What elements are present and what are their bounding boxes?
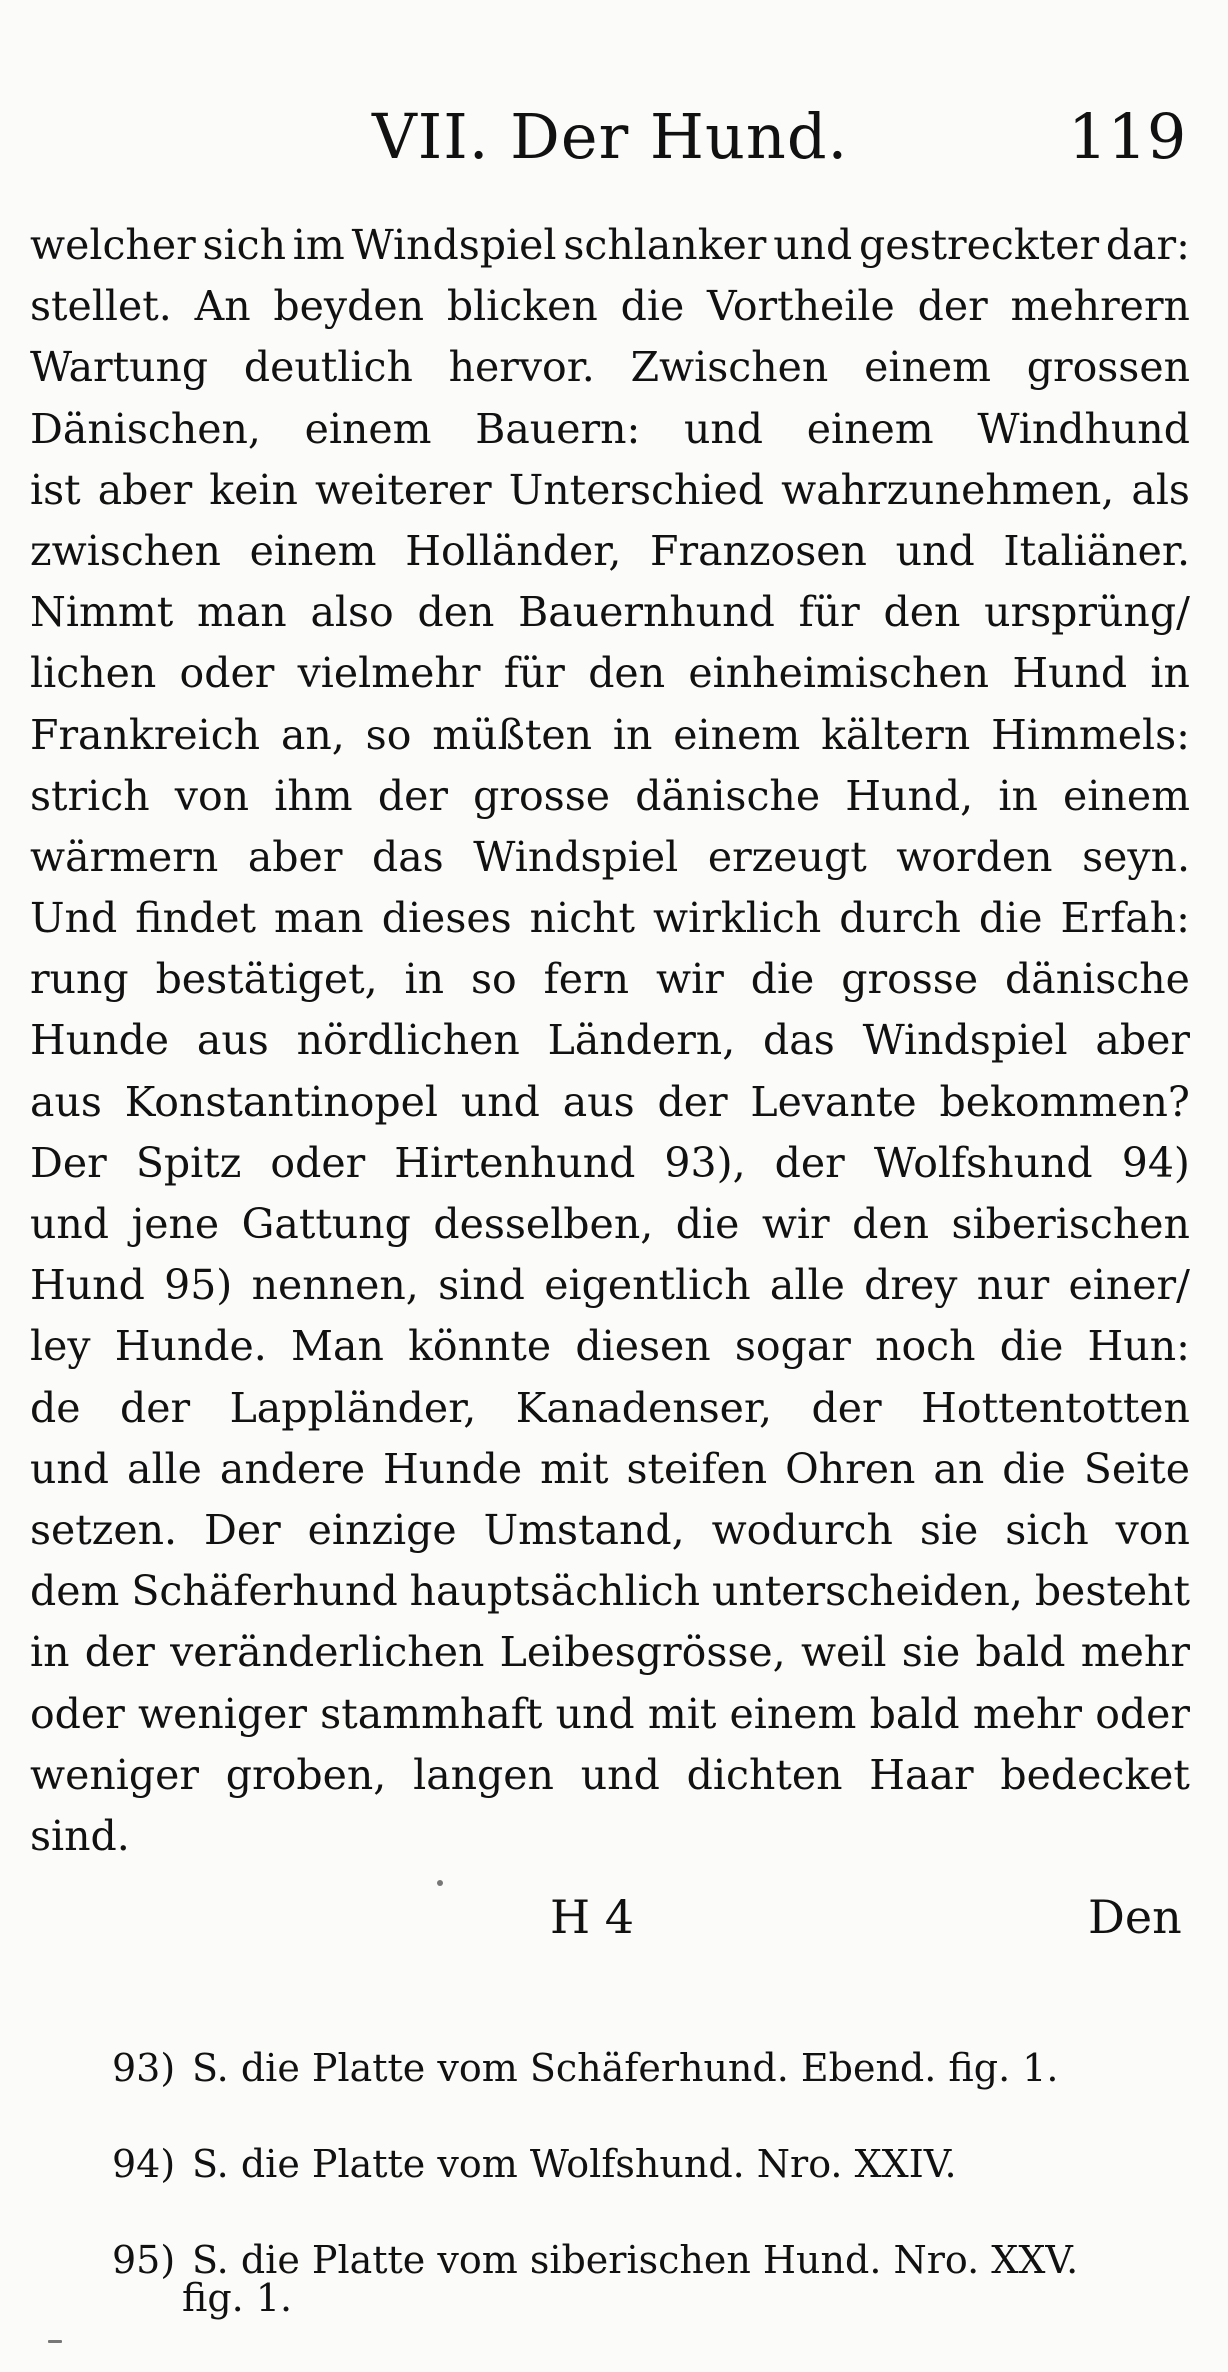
word: an xyxy=(933,1444,985,1493)
text-line xyxy=(30,460,1190,521)
word: einem xyxy=(1063,771,1190,820)
word: Hund xyxy=(30,1261,145,1310)
word: Spitz xyxy=(135,1138,242,1187)
catchword: Den xyxy=(1088,1890,1182,1944)
text-line xyxy=(30,1500,1190,1561)
text-line xyxy=(30,643,1190,704)
word: seyn. xyxy=(1082,832,1190,881)
word: Hunde xyxy=(30,1016,170,1065)
word: oder xyxy=(270,1138,366,1187)
word: die xyxy=(1002,1444,1066,1493)
word: in xyxy=(30,1628,70,1677)
text-line xyxy=(30,1378,1190,1439)
word: Windspiel xyxy=(473,832,679,881)
word: einem xyxy=(304,404,432,453)
word: im xyxy=(292,221,345,269)
text-line xyxy=(30,1561,1190,1622)
word: worden xyxy=(896,832,1053,881)
word: müßten xyxy=(432,710,593,759)
word: vielmehr xyxy=(297,649,481,698)
page-header xyxy=(0,100,1228,180)
word: oder xyxy=(179,649,275,698)
word: Wartung xyxy=(30,343,209,392)
word: mehr xyxy=(972,1689,1083,1738)
word: bald xyxy=(975,1628,1066,1677)
word: aber xyxy=(1095,1016,1190,1065)
word: Dänischen, xyxy=(30,404,261,453)
word: stammhaft xyxy=(320,1689,543,1738)
word: sie xyxy=(901,1628,961,1677)
word: also xyxy=(310,588,394,637)
word: so xyxy=(365,710,412,759)
text-line xyxy=(30,399,1190,460)
footnote xyxy=(112,2020,1192,2116)
word: von xyxy=(1115,1505,1190,1554)
word: kein xyxy=(209,465,298,514)
word: den xyxy=(417,588,495,637)
word: und xyxy=(30,1200,110,1248)
word: dieses xyxy=(381,894,512,943)
word: nördlichen xyxy=(296,1016,520,1065)
word: hauptsächlich xyxy=(409,1567,701,1616)
text-line xyxy=(30,276,1190,337)
text-line xyxy=(30,1010,1190,1071)
word: blicken xyxy=(446,282,598,331)
word: 93), xyxy=(664,1138,746,1187)
word: Hund xyxy=(1012,649,1128,698)
word: Kanadenser, xyxy=(515,1383,773,1432)
word: und xyxy=(895,526,975,575)
word: durch xyxy=(839,894,961,943)
word: der xyxy=(657,1077,728,1126)
text-line xyxy=(30,1745,1190,1806)
word: schlanker xyxy=(563,221,767,269)
word: strich xyxy=(30,771,150,820)
word: wodurch xyxy=(711,1505,893,1554)
word: wirklich xyxy=(653,894,822,943)
word: für xyxy=(798,588,860,637)
word: oder xyxy=(1095,1689,1190,1738)
word: der xyxy=(811,1383,882,1432)
word: setzen. xyxy=(30,1505,178,1554)
word: in xyxy=(998,771,1038,820)
word: Hun: xyxy=(1087,1322,1190,1371)
footnote xyxy=(112,2116,1192,2212)
word: das xyxy=(763,1016,835,1065)
word: zwischen xyxy=(30,526,221,575)
word: andere xyxy=(219,1444,366,1493)
word: der xyxy=(84,1628,155,1677)
word: an, xyxy=(280,710,345,759)
word: Windhund xyxy=(977,404,1190,453)
text-line xyxy=(30,521,1190,582)
ink-speck xyxy=(48,2340,62,2343)
word: besteht xyxy=(1034,1567,1190,1616)
word: die xyxy=(978,894,1043,943)
footnote-continuation: fig. 1. xyxy=(182,2276,293,2320)
text-line xyxy=(30,705,1190,766)
word: Umstand, xyxy=(483,1505,685,1554)
word: ley xyxy=(30,1322,91,1371)
word: lichen xyxy=(30,649,157,698)
word: noch xyxy=(875,1322,976,1371)
word: als xyxy=(1131,465,1190,514)
word: bekommen? xyxy=(939,1077,1190,1126)
word: ist xyxy=(30,465,81,514)
word: drey xyxy=(864,1261,958,1310)
word: einem xyxy=(729,1689,857,1738)
word: und xyxy=(580,1750,660,1799)
word: sich xyxy=(1005,1505,1089,1554)
word: Windspiel xyxy=(862,1016,1068,1065)
word: und xyxy=(30,1444,110,1493)
page-number: 119 xyxy=(1068,100,1187,173)
word: den xyxy=(852,1200,930,1248)
word: ursprüng/ xyxy=(984,588,1190,637)
word: Holländer, xyxy=(405,526,622,575)
word: Bauernhund xyxy=(518,588,775,637)
footnote-number: 94) xyxy=(112,2142,176,2186)
word: die xyxy=(750,955,815,1004)
word: Lappländer, xyxy=(229,1383,477,1432)
word: Gattung xyxy=(241,1200,411,1248)
word: Wolfshund xyxy=(873,1138,1093,1187)
word: Man xyxy=(291,1322,384,1371)
text-line xyxy=(30,215,1190,276)
word: der xyxy=(774,1138,845,1187)
footnote-text: S. die Platte vom siberischen Hund. Nro. XXV. xyxy=(192,2238,1079,2282)
word: ihm xyxy=(274,771,353,820)
word: 95) xyxy=(164,1261,233,1310)
word: rung xyxy=(30,955,129,1004)
word: von xyxy=(174,771,250,820)
word: einem xyxy=(249,526,377,575)
word: Der xyxy=(30,1138,107,1187)
word: veränderlichen xyxy=(170,1628,485,1677)
word: jene xyxy=(131,1200,220,1248)
word: einheimischen xyxy=(688,649,990,698)
word: mehrern xyxy=(1010,282,1190,331)
word: deutlich xyxy=(243,343,413,392)
word: einem xyxy=(864,343,991,392)
word: Zwischen xyxy=(630,343,829,392)
word: Haar xyxy=(869,1750,974,1799)
word: Unterschied xyxy=(508,465,765,514)
word: Hund, xyxy=(845,771,974,820)
word: oder xyxy=(30,1689,125,1738)
word: einem xyxy=(806,404,934,453)
word: aber xyxy=(97,465,193,514)
word: Bauern: xyxy=(475,404,641,453)
word: den xyxy=(883,588,961,637)
word: wahrzunehmen, xyxy=(781,465,1115,514)
word: Hunde. xyxy=(114,1322,267,1371)
word: die xyxy=(999,1322,1064,1371)
word: Italiäner. xyxy=(1003,526,1190,575)
word: wir xyxy=(761,1200,830,1248)
word: de xyxy=(30,1383,81,1432)
word: An xyxy=(194,282,251,331)
word: so xyxy=(470,955,517,1004)
word: Frankreich xyxy=(30,710,261,759)
word: wärmern xyxy=(30,832,219,881)
word: der xyxy=(917,282,988,331)
word: siberischen xyxy=(951,1200,1190,1248)
word: man xyxy=(196,588,287,637)
word: nennen, xyxy=(251,1261,419,1310)
word: der xyxy=(377,771,448,820)
word: dänische xyxy=(635,771,821,820)
word: stellet. xyxy=(30,282,172,331)
word: mit xyxy=(540,1444,609,1493)
page-footer xyxy=(0,1890,1228,1960)
word: diesen xyxy=(575,1322,711,1371)
word: weil xyxy=(800,1628,887,1677)
word: kältern xyxy=(821,710,971,759)
text-line xyxy=(30,888,1190,949)
footnote-text: S. die Platte vom Schäferhund. Ebend. fig. 1. xyxy=(192,2046,1059,2090)
text-line xyxy=(30,1255,1190,1316)
word: Konstantinopel xyxy=(124,1077,439,1126)
word: und xyxy=(460,1077,540,1126)
footnote-text: S. die Platte vom Wolfshund. Nro. XXIV. xyxy=(192,2142,957,2186)
word: man xyxy=(273,894,364,943)
text-line xyxy=(30,1194,1190,1255)
word: weiterer xyxy=(314,465,492,514)
word: Schäferhund xyxy=(131,1567,398,1616)
word: mit xyxy=(647,1689,717,1738)
word: Hunde xyxy=(383,1444,523,1493)
word: sind xyxy=(438,1261,525,1310)
word: einer/ xyxy=(1068,1261,1190,1310)
word: die xyxy=(620,282,685,331)
word: langen xyxy=(413,1750,554,1799)
text-line xyxy=(30,582,1190,643)
word: mehr xyxy=(1080,1628,1190,1677)
word: welcher xyxy=(30,221,196,269)
word: Ohren xyxy=(785,1444,916,1493)
word: in xyxy=(1150,649,1190,698)
word: bald xyxy=(869,1689,960,1738)
word: für xyxy=(503,649,565,698)
word: bedecket xyxy=(1000,1750,1190,1799)
word: dichten xyxy=(686,1750,843,1799)
text-line xyxy=(30,1622,1190,1683)
word: Franzosen xyxy=(650,526,867,575)
word: unterscheiden, xyxy=(712,1567,1023,1616)
word: weniger xyxy=(137,1689,307,1738)
word: Seite xyxy=(1083,1444,1190,1493)
word: aber xyxy=(247,832,343,881)
word: Leibesgrösse, xyxy=(499,1628,786,1677)
word: grosse xyxy=(473,771,611,820)
word: Windspiel xyxy=(351,221,557,269)
word: Vortheile xyxy=(707,282,895,331)
word: in xyxy=(404,955,445,1004)
word: Ländern, xyxy=(547,1016,736,1065)
text-line xyxy=(30,949,1190,1010)
word: der xyxy=(119,1383,191,1432)
word: aus xyxy=(196,1016,269,1065)
footnotes xyxy=(112,2020,1192,2320)
word: sich xyxy=(202,221,287,269)
text-line xyxy=(30,1806,1190,1867)
text-line xyxy=(30,1133,1190,1194)
word: die xyxy=(675,1200,740,1248)
word: aus xyxy=(562,1077,635,1126)
word: weniger xyxy=(30,1750,199,1799)
footnote-number: 93) xyxy=(112,2046,176,2090)
word: Erfah: xyxy=(1060,894,1190,943)
word: dänische xyxy=(1005,955,1190,1004)
word: und xyxy=(555,1689,635,1738)
word: dem xyxy=(30,1567,120,1616)
word: bestätiget, xyxy=(155,955,378,1004)
word: Nimmt xyxy=(30,588,174,637)
word: das xyxy=(371,832,444,881)
word: sogar xyxy=(734,1322,851,1371)
word: grosse xyxy=(841,955,979,1004)
text-line xyxy=(30,766,1190,827)
footnote-number: 95) xyxy=(112,2238,176,2282)
word: fern xyxy=(543,955,630,1004)
word: 94) xyxy=(1121,1138,1190,1187)
text-line xyxy=(30,1072,1190,1133)
word: wir xyxy=(655,955,724,1004)
word: hervor. xyxy=(448,343,595,392)
signature-mark: H 4 xyxy=(550,1890,635,1944)
word: grossen xyxy=(1026,343,1190,392)
word: Hirtenhund xyxy=(394,1138,636,1187)
text-line xyxy=(30,827,1190,888)
word: Der xyxy=(204,1505,281,1554)
word: könnte xyxy=(408,1322,552,1371)
word: Und xyxy=(30,894,118,943)
word: aus xyxy=(30,1077,102,1126)
word: findet xyxy=(135,894,256,943)
text-line xyxy=(30,337,1190,398)
word: den xyxy=(588,649,666,698)
word: sind. xyxy=(30,1811,130,1860)
word: nur xyxy=(976,1261,1050,1310)
word: und xyxy=(773,221,853,269)
word: gestreckter xyxy=(859,221,1100,269)
word: und xyxy=(683,404,764,453)
word: alle xyxy=(769,1261,845,1310)
text-line xyxy=(30,1316,1190,1377)
word: Himmels: xyxy=(991,710,1190,759)
text-line xyxy=(30,1684,1190,1745)
body-text xyxy=(30,215,1190,1867)
word: Hottentotten xyxy=(921,1383,1190,1432)
word: eigentlich xyxy=(544,1261,751,1310)
word: sie xyxy=(919,1505,979,1554)
ink-speck xyxy=(437,1880,443,1886)
word: einem xyxy=(673,710,801,759)
word: groben, xyxy=(225,1750,387,1799)
word: alle xyxy=(127,1444,202,1493)
word: nicht xyxy=(529,894,636,943)
word: steifen xyxy=(626,1444,768,1493)
running-head: VII. Der Hund. xyxy=(372,100,849,173)
word: Levante xyxy=(750,1077,917,1126)
word: dar: xyxy=(1105,221,1190,269)
word: einzige xyxy=(307,1505,457,1554)
word: erzeugt xyxy=(707,832,867,881)
text-line xyxy=(30,1439,1190,1500)
word: beyden xyxy=(273,282,425,331)
word: in xyxy=(612,710,653,759)
word: desselben, xyxy=(433,1200,654,1248)
